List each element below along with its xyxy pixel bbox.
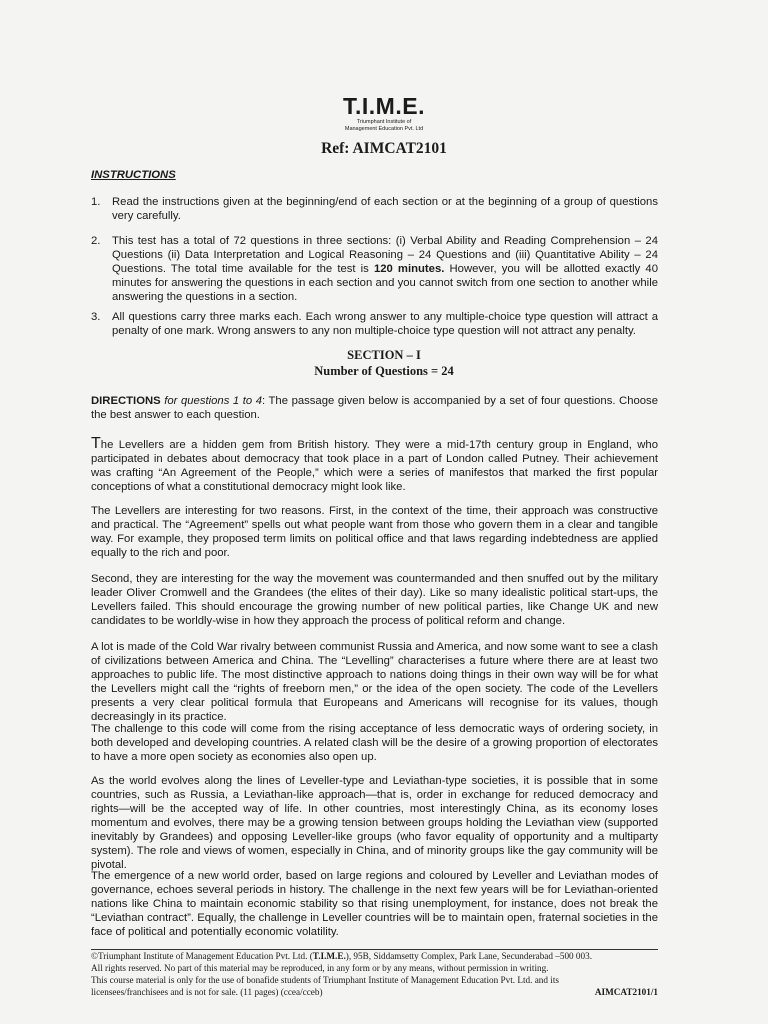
instruction-item-2	[91, 234, 658, 304]
time-logo	[0, 94, 768, 132]
directions-text: : The passage given below is accompanied by a set of four questions. Choose the best answer to each question.	[91, 395, 658, 421]
footer-brand: T.I.M.E.	[312, 951, 346, 961]
footer-text: ©Triumphant Institute of Management Education Pvt. Ltd. (	[91, 951, 313, 961]
passage-paragraph-7: The emergence of a new world order, based on large regions and coloured by Leveller and Leviathan modes of governance, echoes several periods in history. The challenge in the next few years will be for Leviathan-oriented nations like China to maintain economic stability so that rising unemployment, for instance, does not break the “Leviathan contract”. Equally, the challenge in Leveller countries will be to maintain open, fraternal societies in the face of political and potentially economic volatility.	[91, 870, 658, 938]
instructions-heading: INSTRUCTIONS	[91, 169, 176, 181]
footer-text: ), 95B, Siddamsetty Complex, Park Lane, Secunderabad –500 003.	[345, 951, 593, 961]
drop-cap: T	[91, 435, 101, 452]
paragraph-text: he Levellers are a hidden gem from British history. They were a mid-17th century group in England, who participated in debates about democracy that took place in a part of London called Putney. Their achievement was crafting “An Agreement of the People,” which were a series of manifestos that marked the first popular conceptions of what a constitutional democracy might look like.	[91, 439, 658, 493]
directions-label: DIRECTIONS	[91, 395, 161, 407]
passage-paragraph-3: Second, they are interesting for the way the movement was countermanded and then snuffed out by the military leader Oliver Cromwell and the Grandees (the elites of their day). Like so many idealistic political start-ups, the Levellers failed. This should encourage the growing number of new political parties, like Change UK and new candidates to be worldly-wise in how they approach the process of political reform and change.	[91, 573, 658, 627]
footer-rights: All rights reserved. No part of this material may be reproduced, in any form or by any means, without permission in writing.	[91, 963, 549, 973]
logo-wordmark: T.I.M.E.	[343, 93, 425, 119]
instruction-text: All questions carry three marks each. Each wrong answer to any multiple-choice type question will attract a penalty of one mark. Wrong answers to any non multiple-choice type question will not attract any penalty.	[112, 311, 658, 337]
directions	[91, 394, 658, 422]
logo-subtitle-1: Triumphant Institute of	[356, 119, 412, 125]
instruction-item-1	[91, 195, 658, 223]
footer-usage: This course material is only for the use of bonafide students of Triumphant Institute of Management Education Pvt. Ltd. and its	[91, 975, 559, 985]
reference-code: Ref: AIMCAT2101	[321, 140, 447, 157]
instruction-number: 2.	[91, 235, 101, 247]
instruction-text-part: However, you will be allotted exactly 40 minutes for answering the questions in each section and you cannot switch from one section to another while answering the questions in a section.	[112, 263, 658, 303]
footer-licensees: licensees/franchisees and is not for sale. (11 pages) (ccea/cceb)	[91, 987, 323, 997]
footer	[91, 950, 658, 998]
instruction-bold-time: 120 minutes.	[373, 263, 445, 275]
section-title: SECTION – I	[347, 348, 421, 362]
instruction-item-3	[91, 310, 658, 338]
directions-range: for questions 1 to 4	[160, 395, 263, 407]
footer-last-line	[91, 986, 658, 998]
instruction-number: 1.	[91, 196, 101, 208]
instruction-text-part: This test has a total of 72 questions in three sections: (i) Verbal Ability and Reading Comprehension – 24 Questions (ii) Data Interpretation and Logical Reasoning – 24 Questions and (iii) Quantitative Ability – 24 Questions. The total time available for the test is	[112, 235, 658, 275]
logo-subtitle-2: Management Education Pvt. Ltd	[344, 126, 424, 132]
page-code: AIMCAT2101/1	[594, 987, 658, 997]
instruction-text	[112, 234, 658, 304]
instruction-number: 3.	[91, 311, 101, 323]
passage-paragraph-2: The Levellers are interesting for two reasons. First, in the context of the time, their approach was constructive and practical. The “Agreement” spells out what people want from those who govern them in a clear and tangible way. For example, they proposed term limits on political office and that laws regarding indebtedness are applied equally to the rich and poor.	[91, 505, 658, 559]
passage-paragraph-4: A lot is made of the Cold War rivalry between communist Russia and America, and now some want to see a clash of civilizations between America and China. The “Levelling” characterises a future where there are at least two approaches to public life. The most distinctive approach to nations doing things in their own way will be for what the Levellers might call the “rights of freeborn men,” or the idea of the open society. The code of the Levellers presents a very clear political formula that Europeans and Americans will recognise for its values, though decreasingly in its practice.	[91, 641, 658, 723]
passage-paragraph-5: The challenge to this code will come from the rising acceptance of less democratic ways of ordering society, in both developed and developing countries. A related clash will be the desire of a growing proportion of electorates to have a more open society as economies also open up.	[91, 723, 658, 763]
passage-paragraph-6: As the world evolves along the lines of Leveller-type and Leviathan-type societies, it is possible that in some countries, such as Russia, a Leviathan-like approach—that is, order in exchange for reduced democracy and rights—will be the accepted way of life. In other countries, most interestingly China, as its economy loses momentum and evolves, there may be a growing tension between groups holding the Leviathan view (supported inevitably by Grandees) and opposing Leveller-like groups (who favor equality of opportunity and a multiparty system). The role and views of women, especially in China, and of minority groups like the gay community will be pivotal.	[91, 775, 658, 871]
passage-paragraph-1	[91, 437, 658, 494]
instruction-text: Read the instructions given at the beginning/end of each section or at the beginning of a group of questions very carefully.	[112, 196, 658, 222]
footer-copyright	[91, 950, 658, 962]
section-question-count: Number of Questions = 24	[314, 364, 454, 378]
